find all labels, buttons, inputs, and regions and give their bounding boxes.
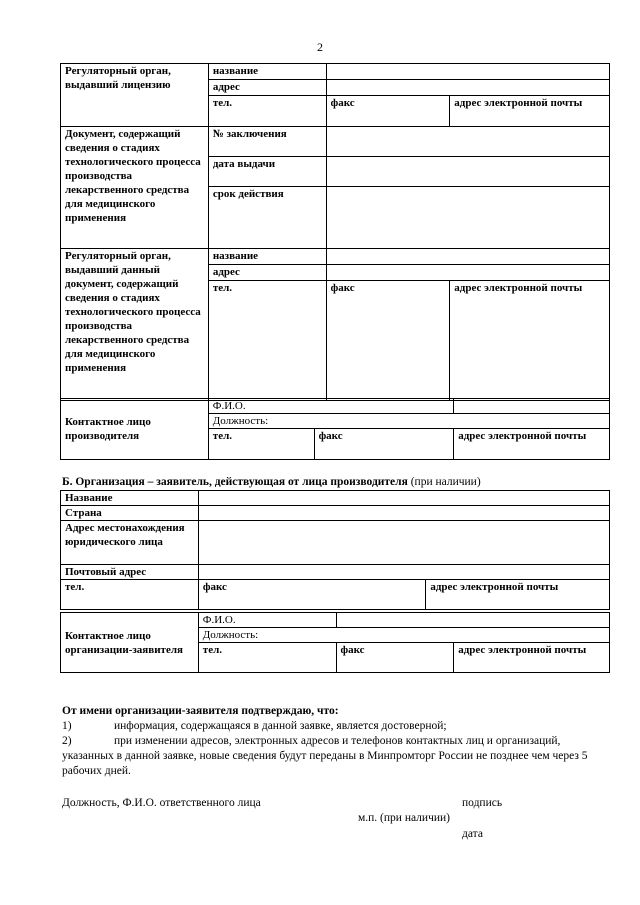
- confirm-item1-text: информация, содержащаяся в данной заявке, является достоверной;: [114, 720, 447, 732]
- manufacturer-contact-tel-label: тел.: [208, 429, 314, 460]
- manufacturer-contact-fio-field[interactable]: [454, 399, 610, 414]
- applicant-contact-tel-label: тел.: [198, 643, 336, 673]
- regulator-license-name-label: название: [208, 64, 326, 80]
- applicant-country-label: Страна: [61, 506, 199, 521]
- manufacturer-contact-table: [60, 398, 610, 460]
- document-number-label: № заключения: [208, 127, 326, 157]
- applicant-email-label: адрес электронной почты: [426, 580, 610, 610]
- regulator-license-address-field[interactable]: [326, 80, 609, 96]
- confirm-item1-num: 1): [62, 720, 72, 732]
- applicant-postal-field[interactable]: [198, 565, 609, 580]
- manufacturer-table: [60, 63, 610, 401]
- applicant-country-field[interactable]: [198, 506, 609, 521]
- signature-position-fio: Должность, Ф.И.О. ответственного лица: [62, 797, 261, 809]
- regulator-doc-label: Регуляторный орган, выдавший данный документ, содержащий сведения о стадиях технологического процесса производства лекарственного средства для медицинского применения: [61, 249, 209, 401]
- applicant-contact-fio-field[interactable]: [336, 613, 610, 628]
- section-b-heading-bold: Б. Организация – заявитель, действующая от лица производителя: [62, 476, 408, 488]
- applicant-contact-table: [60, 612, 610, 673]
- regulator-doc-address-field[interactable]: [326, 265, 609, 281]
- section-b-heading-normal: (при наличии): [407, 476, 481, 488]
- regulator-doc-fax-label: факс: [326, 281, 450, 401]
- manufacturer-contact-fax-label: факс: [314, 429, 454, 460]
- signature-stamp: м.п. (при наличии): [358, 812, 450, 824]
- regulator-doc-email-label: адрес электронной почты: [450, 281, 610, 401]
- regulator-doc-name-label: название: [208, 249, 326, 265]
- regulator-license-name-field[interactable]: [326, 64, 609, 80]
- manufacturer-contact-position-label: Должность:: [208, 414, 609, 429]
- applicant-name-field[interactable]: [198, 491, 609, 506]
- applicant-postal-label: Почтовый адрес: [61, 565, 199, 580]
- regulator-doc-address-label: адрес: [208, 265, 326, 281]
- applicant-table: [60, 490, 610, 610]
- applicant-contact-label: Контактное лицо организации-заявителя: [61, 613, 199, 673]
- document-label: Документ, содержащий сведения о стадиях технологического процесса производства лекарственного средства для медицинского применения: [61, 127, 209, 249]
- signature-date: дата: [462, 828, 483, 840]
- applicant-tel-label: тел.: [61, 580, 199, 610]
- document-validity-label: срок действия: [208, 187, 326, 249]
- page-number: 2: [317, 40, 323, 54]
- regulator-license-label: Регуляторный орган, выдавший лицензию: [61, 64, 209, 127]
- document-issue-date-label: дата выдачи: [208, 157, 326, 187]
- regulator-license-email-label: адрес электронной почты: [450, 96, 610, 127]
- applicant-contact-email-label: адрес электронной почты: [454, 643, 610, 673]
- regulator-doc-name-field[interactable]: [326, 249, 609, 265]
- section-b-heading: [62, 475, 481, 490]
- applicant-contact-position-label: Должность:: [198, 628, 609, 643]
- regulator-license-tel-label: тел.: [208, 96, 326, 127]
- document-number-field[interactable]: [326, 127, 609, 157]
- manufacturer-contact-label: Контактное лицо производителя: [61, 399, 209, 460]
- confirm-heading: От имени организации-заявителя подтверждаю, что:: [62, 705, 339, 717]
- regulator-license-fax-label: факс: [326, 96, 450, 127]
- applicant-contact-fax-label: факс: [336, 643, 454, 673]
- applicant-fax-label: факс: [198, 580, 425, 610]
- applicant-contact-fio-label: Ф.И.О.: [198, 613, 336, 628]
- signature-sign: подпись: [462, 797, 503, 809]
- regulator-doc-tel-label: тел.: [208, 281, 326, 401]
- manufacturer-contact-email-label: адрес электронной почты: [454, 429, 610, 460]
- confirm-item2-num: 2): [62, 735, 72, 747]
- confirm-item2-text: при изменении адресов, электронных адресов и телефонов контактных лиц и организаций, указанных в данной заявке, новые сведения будут переданы в Минпромторг России не позднее чем через 5 рабочих дней.: [62, 735, 588, 777]
- manufacturer-contact-fio-label: Ф.И.О.: [208, 399, 453, 414]
- applicant-address-label: Адрес местонахождения юридического лица: [61, 521, 199, 565]
- document-issue-date-field[interactable]: [326, 157, 609, 187]
- regulator-license-address-label: адрес: [208, 80, 326, 96]
- applicant-address-field[interactable]: [198, 521, 609, 565]
- document-validity-field[interactable]: [326, 187, 609, 249]
- applicant-name-label: Название: [61, 491, 199, 506]
